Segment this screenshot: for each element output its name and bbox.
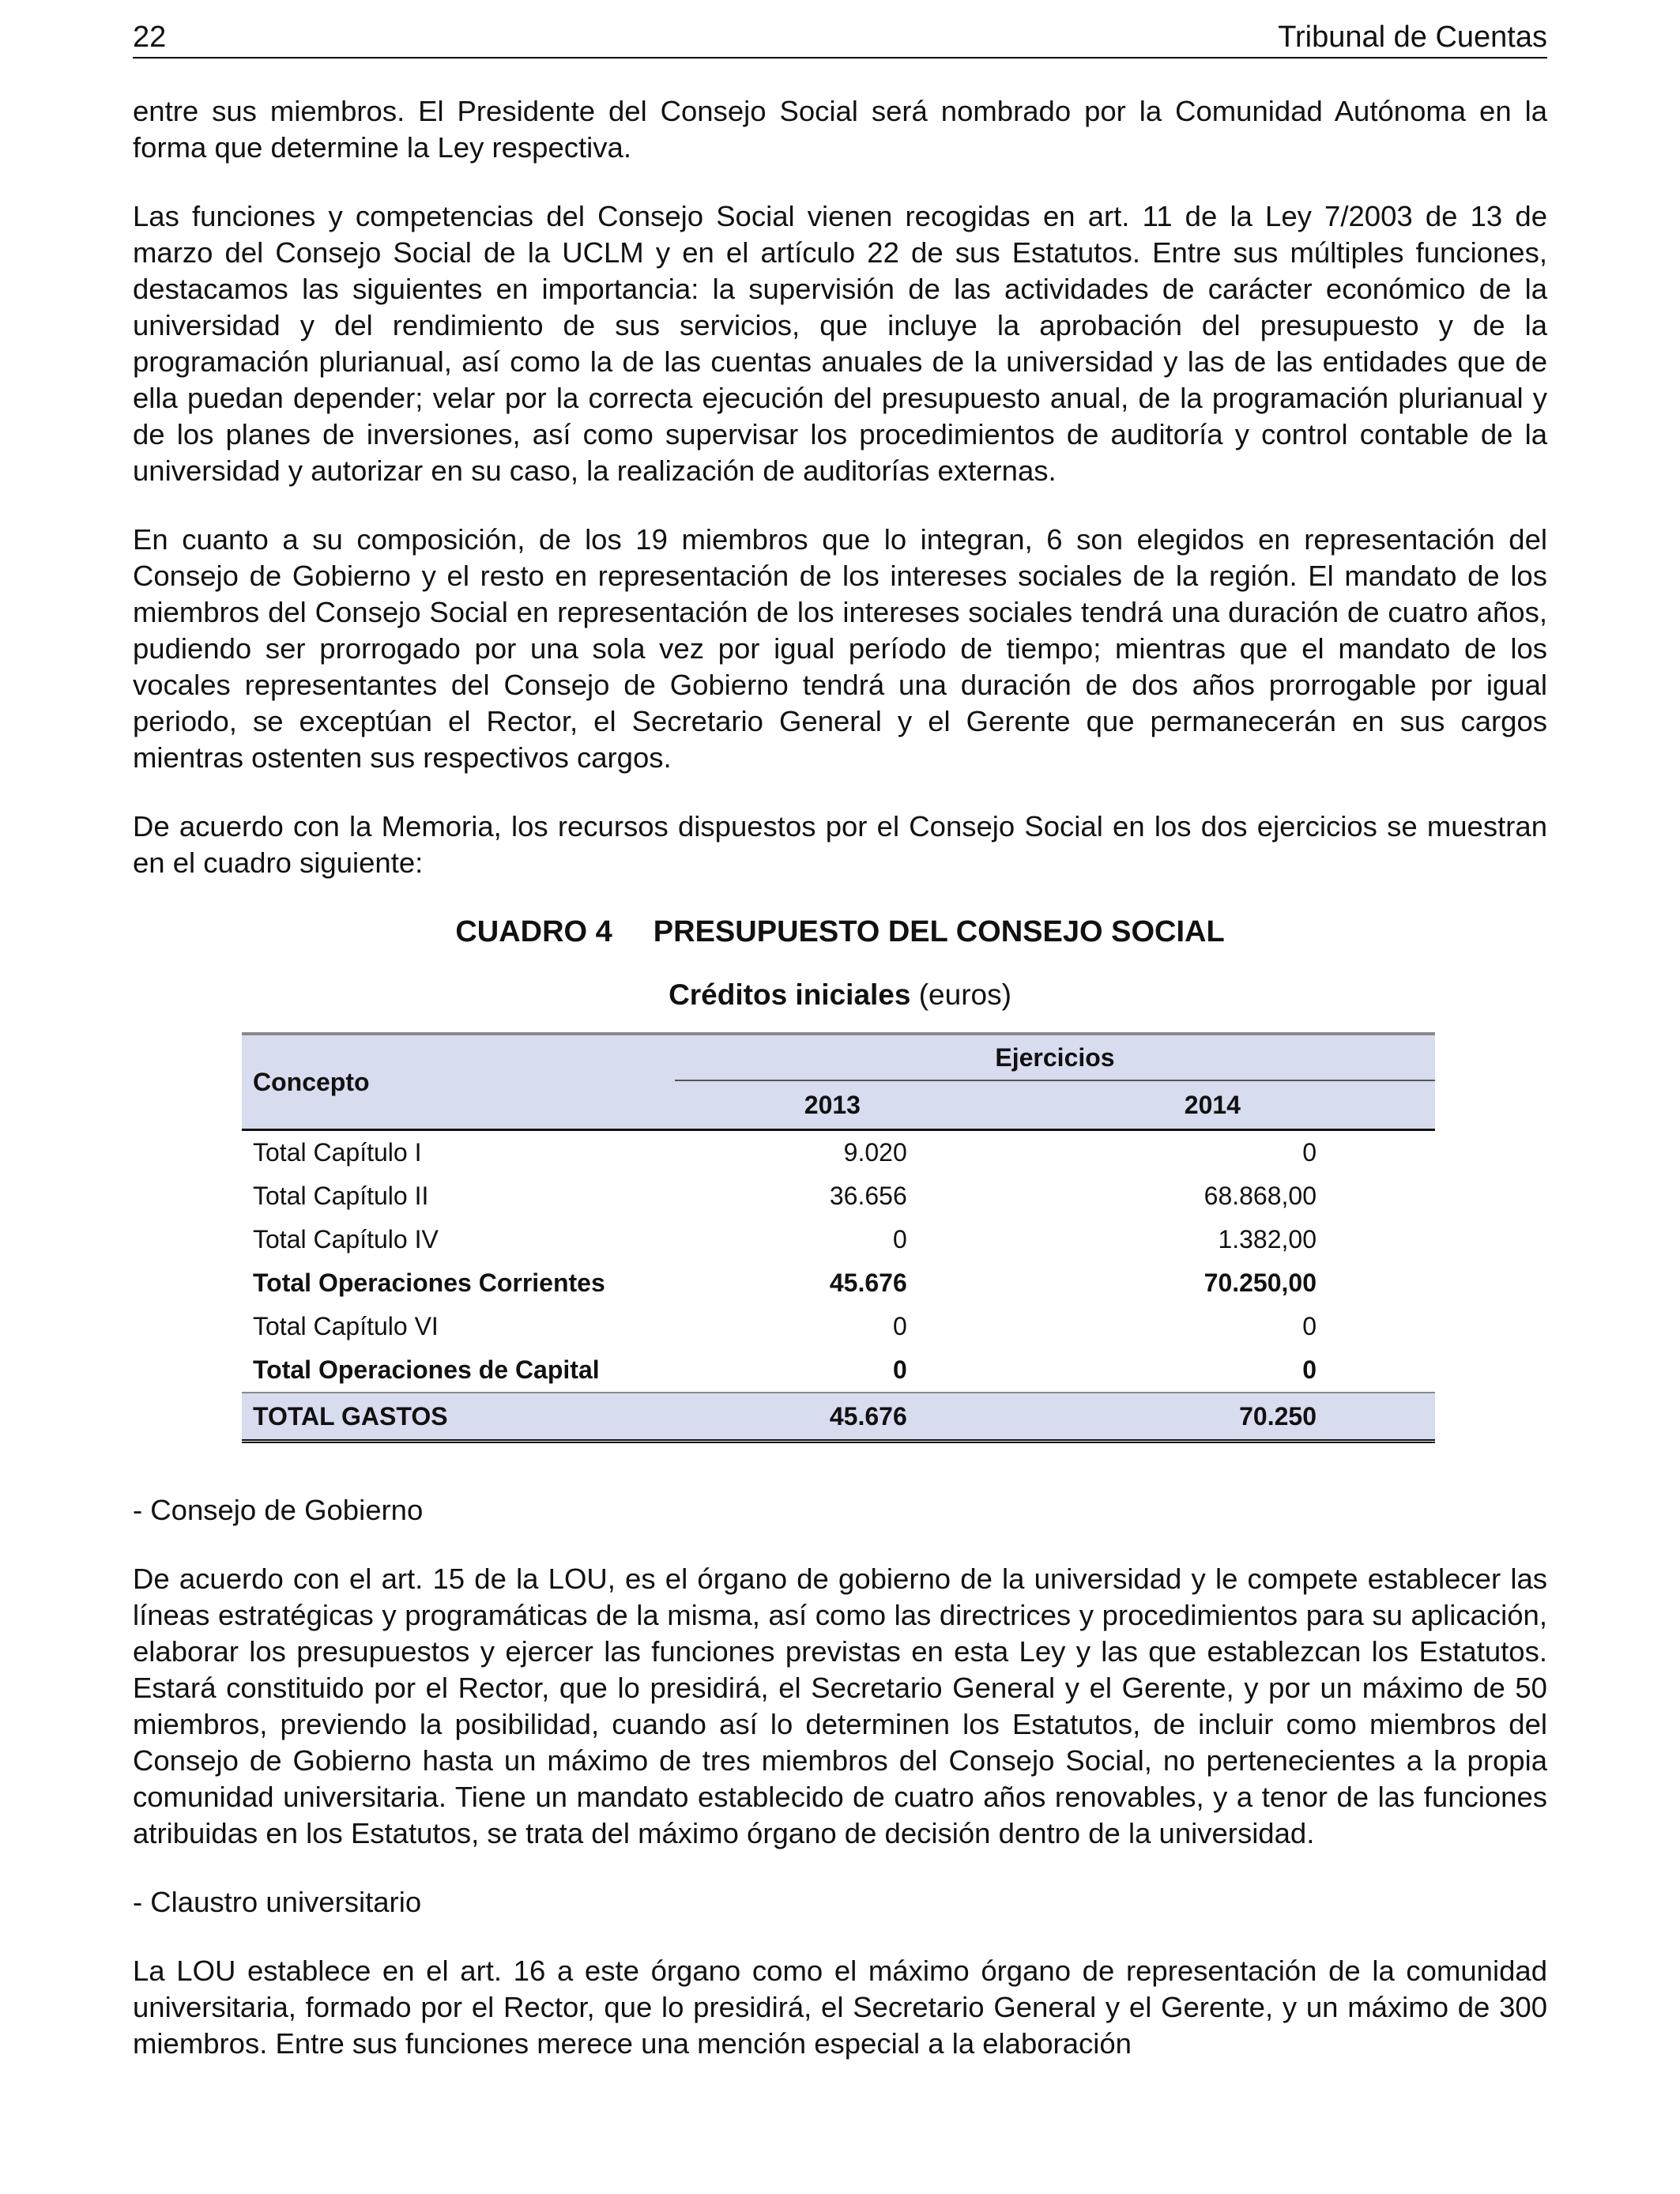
subtitle-unit: (euros)	[918, 978, 1011, 1011]
row-label: Total Operaciones Corrientes	[253, 1269, 605, 1297]
cell-2014: 0	[1302, 1355, 1317, 1384]
row-label: Total Capítulo II	[253, 1182, 429, 1210]
paragraph: De acuerdo con la Memoria, los recursos dispuestos por el Consejo Social en los dos ejercicios se muestran en el cuadro siguiente:	[133, 810, 1547, 879]
col-header-2014: 2014	[990, 1080, 1435, 1130]
cell-2014: 0	[1302, 1312, 1317, 1340]
paragraph: entre sus miembros. El Presidente del Consejo Social será nombrado por la Comunidad Autónoma en la forma que determine la Ley respectiva.	[133, 95, 1547, 164]
cell-2013: 9.020	[843, 1138, 907, 1167]
col-header-ejercicios: Ejercicios	[675, 1035, 1435, 1080]
table-row	[242, 1218, 1435, 1261]
cell-2014: 70.250	[990, 1393, 1435, 1439]
table-row-subtotal	[242, 1261, 1435, 1305]
budget-table-frame	[242, 1032, 1435, 1443]
cell-2014: 1.382,00	[1218, 1225, 1317, 1253]
table-row	[242, 1174, 1435, 1218]
cell-2014: 68.868,00	[1203, 1182, 1317, 1210]
page-header	[133, 17, 1547, 58]
cell-2014: 0	[1302, 1138, 1317, 1167]
cell-2013: 0	[892, 1312, 907, 1340]
row-label: Total Operaciones de Capital	[253, 1355, 600, 1384]
cell-2013: 0	[892, 1225, 907, 1253]
cell-2013: 0	[892, 1355, 907, 1384]
cell-2014: 70.250,00	[1203, 1269, 1317, 1297]
cell-2013: 45.676	[829, 1269, 907, 1297]
col-header-concepto: Concepto	[242, 1035, 675, 1130]
paragraph: De acuerdo con el art. 15 de la LOU, es el órgano de gobierno de la universidad y le compete establecer las líneas estratégicas y programáticas de la misma, así como las directrices y procedimientos para su aplicación, elaborar los presupuestos y ejercer las funciones previstas en esta Ley y las que establezcan los Estatutos. Estará constituido por el Rector, que lo presidirá, el Secretario General y el Gerente, y por un máximo de 50 miembros, previendo la posibilidad, cuando así lo determinen los Estatutos, de incluir como miembros del Consejo de Gobierno hasta un máximo de tres miembros del Consejo Social, no pertenecientes a la propia comunidad universitaria. Tiene un mandato establecido de cuatro años renovables, y a tenor de las funciones atribuidas en los Estatutos, se trata del máximo órgano de decisión dentro de la universidad.	[133, 1563, 1547, 1849]
table-row-total	[242, 1393, 1435, 1439]
header-title: Tribunal de Cuentas	[1278, 21, 1547, 54]
col-header-2013: 2013	[675, 1080, 990, 1130]
subtitle-bold: Créditos iniciales	[669, 978, 911, 1011]
row-label: Total Capítulo I	[253, 1138, 422, 1167]
document-body	[133, 93, 1547, 2062]
caption-number: CUADRO 4	[455, 915, 612, 948]
table-row	[242, 1305, 1435, 1348]
row-label: TOTAL GASTOS	[242, 1393, 675, 1439]
section-heading: - Claustro universitario	[133, 1886, 422, 1918]
table-row	[242, 1130, 1435, 1175]
row-label: Total Capítulo VI	[253, 1312, 439, 1340]
row-label: Total Capítulo IV	[253, 1225, 439, 1253]
cell-2013: 36.656	[829, 1182, 907, 1210]
table-subtitle	[133, 977, 1547, 1013]
paragraph: En cuanto a su composición, de los 19 miembros que lo integran, 6 son elegidos en representación del Consejo de Gobierno y el resto en representación de los intereses sociales de la región. El mandato de los miembros del Consejo Social en representación de los intereses sociales tendrá una duración de cuatro años, pudiendo ser prorrogado por una sola vez por igual período de tiempo; mientras que el mandato de los vocales representantes del Consejo de Gobierno tendrá una duración de dos años prorrogable por igual periodo, se exceptúan el Rector, el Secretario General y el Gerente que permanecerán en sus cargos mientras ostenten sus respectivos cargos.	[133, 523, 1547, 774]
paragraph: La LOU establece en el art. 16 a este órgano como el máximo órgano de representación de la comunidad universitaria, formado por el Rector, que lo presidirá, el Secretario General y el Gerente, y un máximo de 300 miembros. Entre sus funciones merece una mención especial a la elaboración	[133, 1955, 1547, 2060]
section-heading: - Consejo de Gobierno	[133, 1494, 424, 1526]
paragraph: Las funciones y competencias del Consejo Social vienen recogidas en art. 11 de la Ley 7/2003 de 13 de marzo del Consejo Social de la UCLM y en el artículo 22 de sus Estatutos. Entre sus múltiples funciones, destacamos las siguientes en importancia: la supervisión de las actividades de carácter económico de la universidad y del rendimiento de sus servicios, que incluye la aprobación del presupuesto y de la programación plurianual, así como la de las cuentas anuales de la universidad y las de las entidades que de ella puedan depender; velar por la correcta ejecución del presupuesto anual, de la programación plurianual y de los planes de inversiones, así como supervisar los procedimientos de auditoría y control contable de la universidad y autorizar en su caso, la realización de auditorías externas.	[133, 200, 1547, 487]
page-number: 22	[133, 21, 167, 54]
table-row-subtotal	[242, 1348, 1435, 1393]
table-caption	[133, 914, 1547, 950]
caption-title: PRESUPUESTO DEL CONSEJO SOCIAL	[653, 915, 1225, 948]
cell-2013: 45.676	[675, 1393, 990, 1439]
budget-table	[242, 1035, 1435, 1439]
